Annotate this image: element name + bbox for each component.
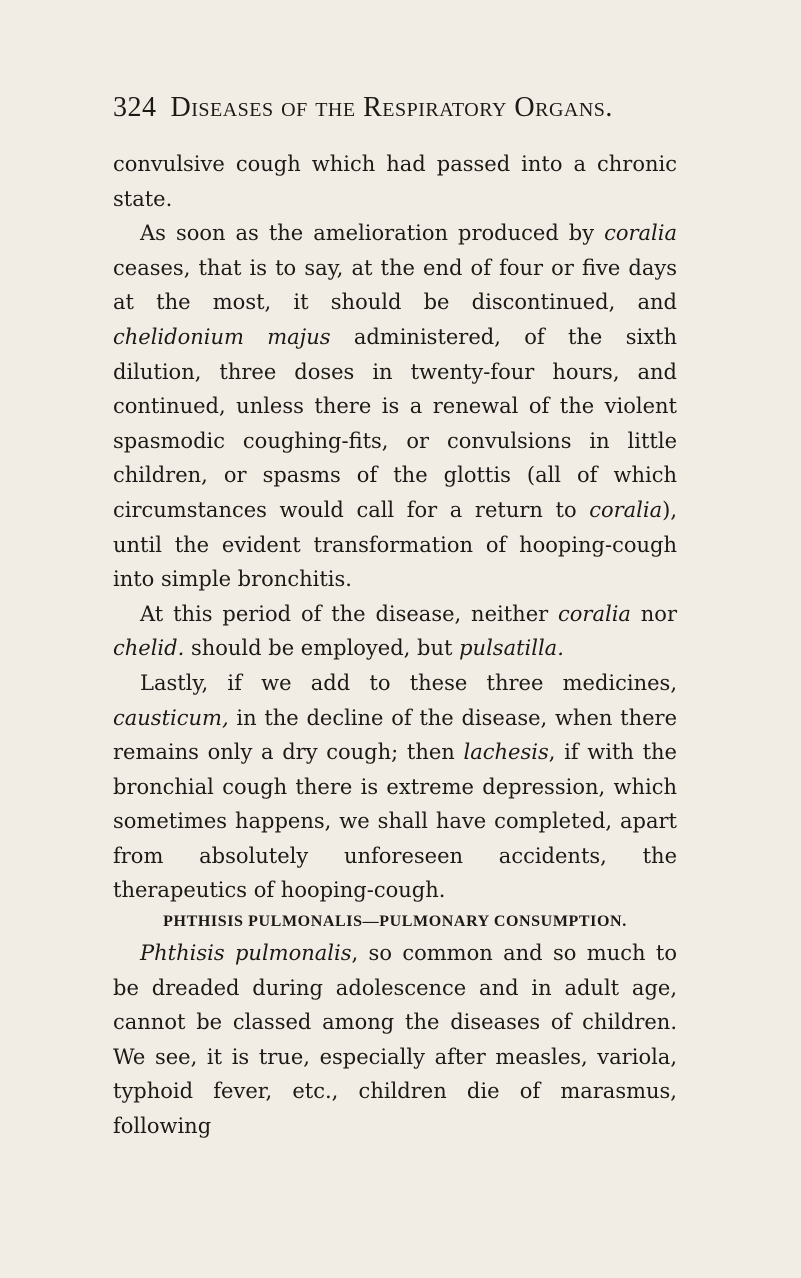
paragraph-amelioration [113,216,677,597]
text-run: At this period of the disease, neither [140,601,559,626]
body-text [113,147,677,1144]
paragraph-period [113,597,677,666]
paragraph-phthisis [113,936,677,1144]
remedy-name: chelidonium majus [113,324,331,349]
remedy-name: coralia [589,497,663,522]
paragraph-continuation [113,147,677,216]
text-run: in the decline of the disease, when there remains only a dry cough; then [113,705,677,765]
text-run: ceases, that is to say, at the end of four or five days at the most, it should be discontinued, and [113,255,677,315]
remedy-name: coralia [558,601,631,626]
page-number: 324 [113,92,157,123]
section-heading: PHTHISIS PULMONALIS—PULMONARY CONSUMPTION. [163,913,627,931]
paragraph-lastly [113,666,677,908]
text-run: , so common and so much to be dreaded during adolescence and in adult age, cannot be classed among the diseases of children. We see, it is true, especially after measles, variola, typhoid fever, etc., children die of marasmus, following [113,941,677,1139]
remedy-name: lachesis [463,740,549,765]
paragraph-text: convulsive cough which had passed into a chronic state. [113,152,677,211]
text-run: , if with the bronchial cough there is extreme depression, which sometimes happens, we shall have completed, apart from absolutely unforeseen accidents, the therapeutics of hooping-cough. [113,740,677,903]
disease-name: Phthisis pulmonalis [140,941,352,966]
text-run: administered, of the sixth dilution, three doses in twenty-four hours, and continued, unless there is a renewal of the violent spasmodic coughing-fits, or convulsions in little children, or spasms of the glottis (all of which circumstances would call for a return to [113,324,677,522]
text-run: ), until the evident transformation of hooping-cough into simple bronchitis. [113,497,677,592]
text-run: Lastly, if we add to these three medicines, [140,670,677,695]
running-title: Diseases of the Respiratory Organs. [170,92,613,123]
remedy-name: causticum, [113,705,229,730]
remedy-name: chelid. [113,636,185,661]
remedy-name: pulsatilla. [459,636,564,661]
text-run: nor [630,601,677,626]
text-run: As soon as the amelioration produced by [140,221,605,246]
text-run: should be employed, but [184,636,460,661]
running-head [113,88,673,128]
remedy-name: coralia [604,221,677,246]
